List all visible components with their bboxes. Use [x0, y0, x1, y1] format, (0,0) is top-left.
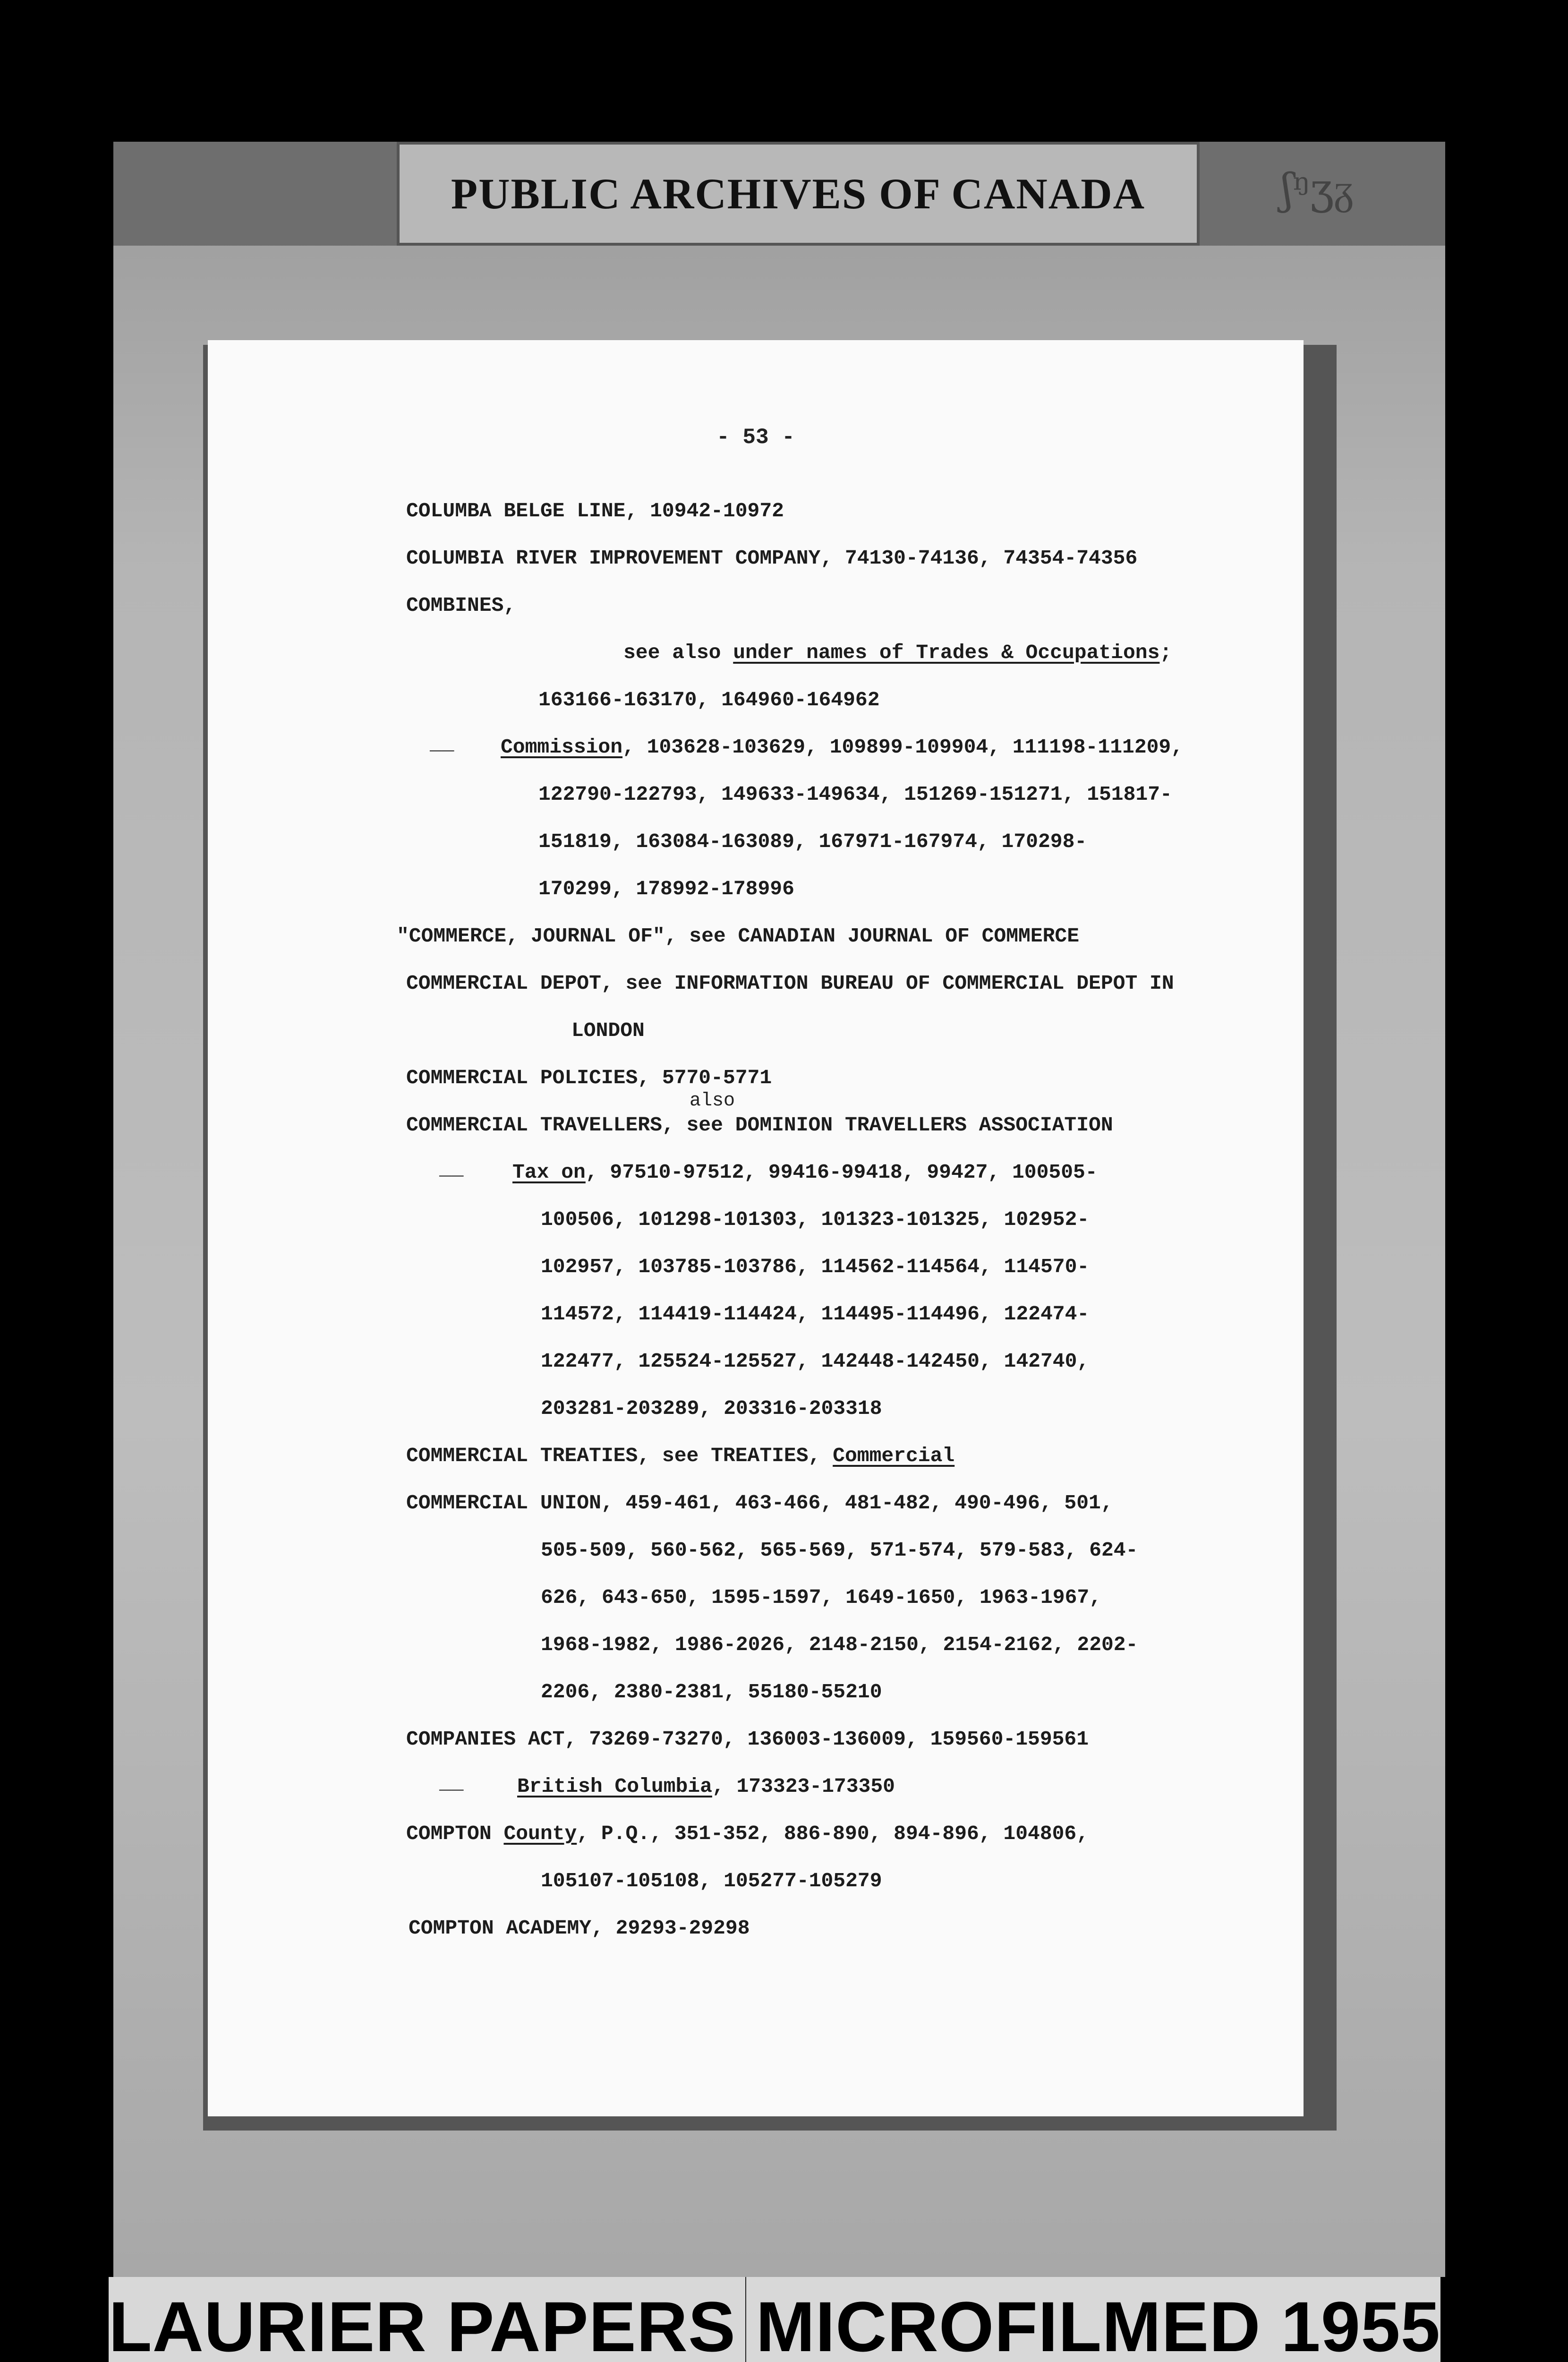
- index-entry: COMBINES,: [406, 594, 516, 617]
- header-scribble: ʃᵑʒᵹ: [1281, 164, 1354, 214]
- index-entry: COMPANIES ACT, 73269-73270, 136003-136009, 159560-159561: [406, 1728, 1089, 1751]
- index-entry: 105107-105108, 105277-105279: [541, 1869, 882, 1892]
- index-entry: British Columbia, 173323-173350: [517, 1775, 895, 1798]
- index-entry: 122477, 125524-125527, 142448-142450, 142740,: [541, 1350, 1090, 1373]
- index-entry: Tax on, 97510-97512, 99416-99418, 99427, 100505-: [512, 1161, 1098, 1184]
- microfilm-footer: [109, 2277, 1440, 2362]
- index-entry: COMMERCIAL TREATIES, see TREATIES, Commercial: [406, 1444, 955, 1467]
- index-entry: COMMERCIAL DEPOT, see INFORMATION BUREAU OF COMMERCIAL DEPOT IN: [406, 972, 1174, 995]
- index-entry: COLUMBA BELGE LINE, 10942-10972: [406, 499, 784, 522]
- footer-right-label: MICROFILMED 1955: [756, 2286, 1440, 2362]
- index-entry: 114572, 114419-114424, 114495-114496, 122474-: [541, 1302, 1090, 1326]
- index-entry: 122790-122793, 149633-149634, 151269-151271, 151817-: [538, 783, 1172, 806]
- index-entry: COMMERCIAL UNION, 459-461, 463-466, 481-482, 490-496, 501,: [406, 1491, 1113, 1515]
- sub-entry-dash: __: [430, 732, 454, 755]
- document-page: [208, 340, 1304, 2116]
- index-entry: 505-509, 560-562, 565-569, 571-574, 579-583, 624-: [541, 1539, 1138, 1562]
- index-entry: 170299, 178992-178996: [538, 877, 794, 900]
- index-entry: 102957, 103785-103786, 114562-114564, 114570-: [541, 1255, 1090, 1278]
- index-entry: COMMERCIAL TRAVELLERS, see DOMINION TRAVELLERS ASSOCIATION: [406, 1113, 1113, 1137]
- index-entry: 1968-1982, 1986-2026, 2148-2150, 2154-2162, 2202-: [541, 1633, 1138, 1656]
- index-entry: 100506, 101298-101303, 101323-101325, 102952-: [541, 1208, 1090, 1231]
- sub-entry-dash: __: [439, 1157, 464, 1181]
- index-entry: 203281-203289, 203316-203318: [541, 1397, 882, 1420]
- sub-entry-dash: __: [439, 1772, 464, 1795]
- index-entry: "COMMERCE, JOURNAL OF", see CANADIAN JOURNAL OF COMMERCE: [397, 924, 1080, 948]
- index-entry: COLUMBIA RIVER IMPROVEMENT COMPANY, 74130-74136, 74354-74356: [406, 547, 1138, 570]
- insertion-also: also: [690, 1090, 735, 1112]
- footer-separator: [745, 2277, 746, 2362]
- index-entry: LONDON: [571, 1019, 645, 1042]
- index-entry: 151819, 163084-163089, 167971-167974, 170298-: [538, 830, 1087, 853]
- index-entry: 2206, 2380-2381, 55180-55210: [541, 1680, 882, 1703]
- index-entry: COMPTON County, P.Q., 351-352, 886-890, 894-896, 104806,: [406, 1822, 1089, 1845]
- index-entry: COMPTON ACADEMY, 29293-29298: [409, 1917, 750, 1940]
- index-entry: see also under names of Trades & Occupations;: [623, 641, 1172, 664]
- index-entry: COMMERCIAL POLICIES, 5770-5771: [406, 1066, 772, 1089]
- page-number: - 53 -: [716, 425, 795, 450]
- archive-header-label: PUBLIC ARCHIVES OF CANADA: [397, 142, 1200, 246]
- footer-left-label: LAURIER PAPERS: [109, 2286, 736, 2362]
- index-entry: Commission, 103628-103629, 109899-109904, 111198-111209,: [501, 736, 1184, 759]
- index-entry: 163166-163170, 164960-164962: [538, 688, 880, 711]
- index-entry: 626, 643-650, 1595-1597, 1649-1650, 1963-1967,: [541, 1586, 1101, 1609]
